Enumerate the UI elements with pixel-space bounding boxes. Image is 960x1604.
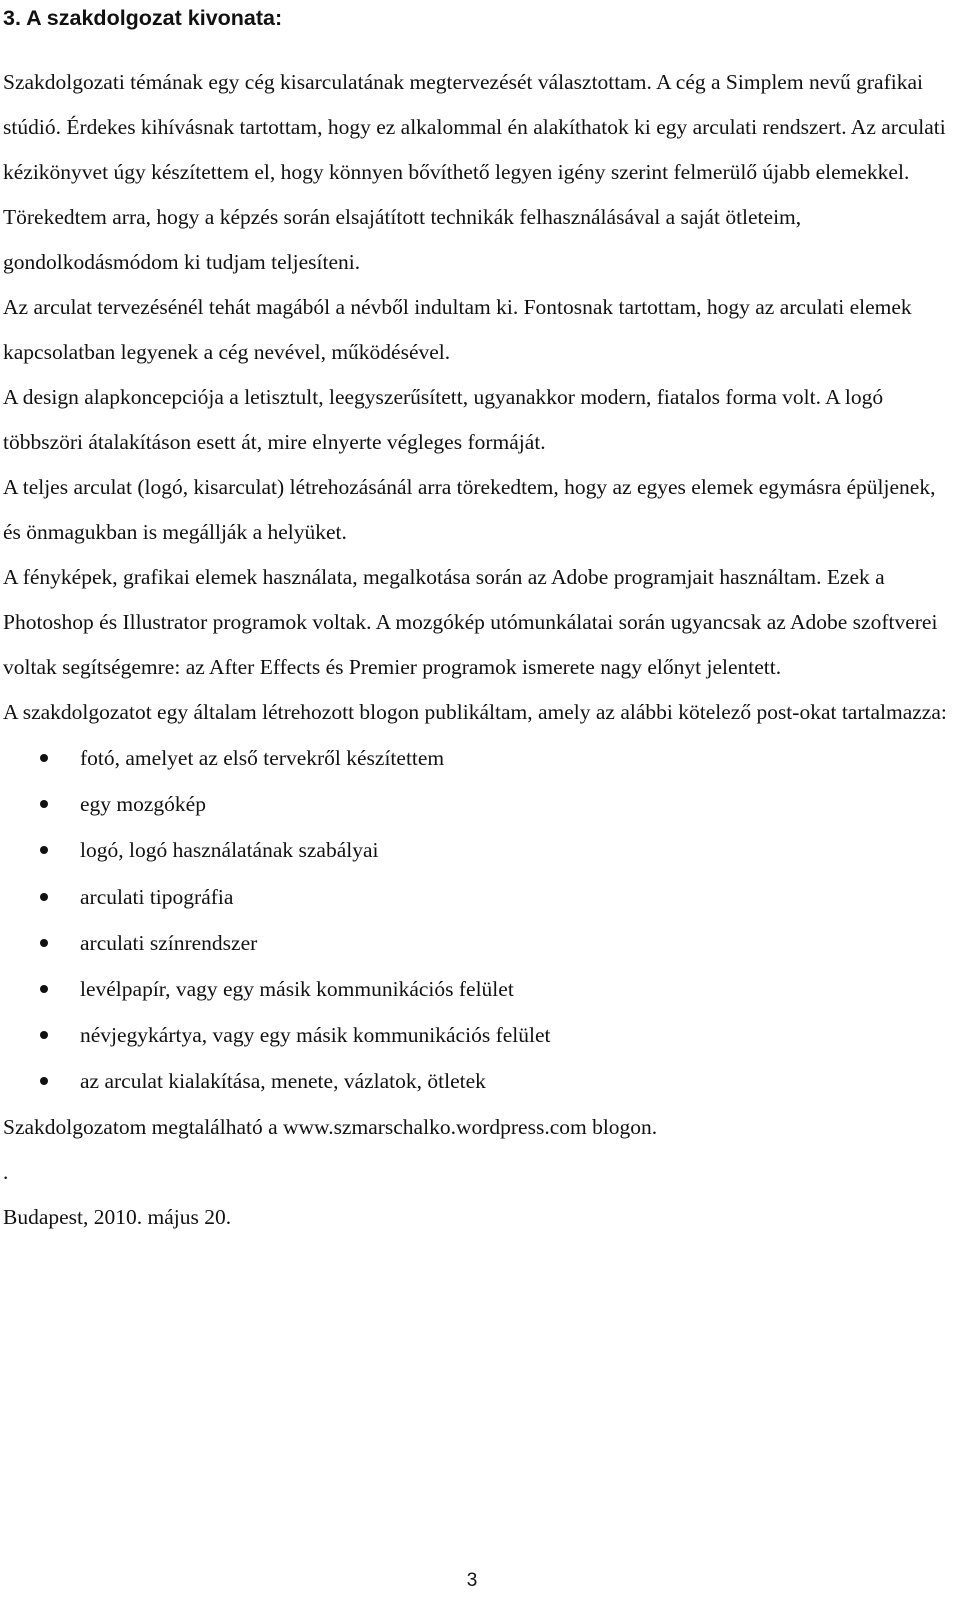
bullet-icon bbox=[40, 754, 48, 762]
bullet-icon bbox=[40, 893, 48, 901]
bullet-icon bbox=[40, 1031, 48, 1039]
document-page bbox=[3, 0, 953, 1240]
list-item bbox=[3, 1058, 953, 1104]
list-item bbox=[3, 874, 953, 920]
list-item bbox=[3, 735, 953, 781]
paragraph-design-concept: A design alapkoncepciója a letisztult, leegyszerűsített, ugyanakkor modern, fiatalos forma volt. A logó többszöri átalakításon esett át, mire elnyerte végleges formáját. bbox=[3, 385, 884, 454]
paragraph-full-identity: A teljes arculat (logó, kisarculat) létrehozásánál arra törekedtem, hogy az egyes elemek egymásra épüljenek, és önmagukban is megállják a helyüket. bbox=[3, 475, 936, 544]
list-item-text: arculati tipográfia bbox=[80, 884, 234, 909]
list-item bbox=[3, 920, 953, 966]
list-item bbox=[3, 966, 953, 1012]
list-item-text: arculati színrendszer bbox=[80, 930, 258, 955]
document-body bbox=[3, 60, 953, 1240]
dot-line: . bbox=[3, 1159, 9, 1184]
page-number: 3 bbox=[466, 1570, 478, 1591]
bullet-icon bbox=[40, 800, 48, 808]
list-item-text: logó, logó használatának szabályai bbox=[80, 838, 379, 863]
bullet-icon bbox=[40, 846, 48, 854]
date-line: Budapest, 2010. május 20. bbox=[3, 1204, 232, 1229]
list-item-text: az arculat kialakítása, menete, vázlatok, ötletek bbox=[80, 1069, 486, 1094]
paragraph-software: A fényképek, grafikai elemek használata, megalkotása során az Adobe programjait használtam. Ezek a Photoshop és Illustrator programok voltak. A mozgókép utómunkálatai során ugyancsak az Adobe szoftverei voltak segítségemre: az After Effects és Premier programok ismerete nagy előnyt jelentett. bbox=[3, 565, 938, 679]
list-item bbox=[3, 827, 953, 873]
list-item bbox=[3, 781, 953, 827]
list-item bbox=[3, 1012, 953, 1058]
bullet-icon bbox=[40, 1077, 48, 1085]
paragraph-blog-location: Szakdolgozatom megtalálható a www.szmarschalko.wordpress.com blogon. bbox=[3, 1114, 658, 1139]
required-posts-list bbox=[3, 735, 953, 1105]
list-item-text: névjegykártya, vagy egy másik kommunikációs felület bbox=[80, 1023, 551, 1048]
list-item-text: fotó, amelyet az első tervekről készítettem bbox=[80, 746, 445, 770]
list-item-text: levélpapír, vagy egy másik kommunikációs felület bbox=[80, 977, 514, 1002]
bullet-icon bbox=[40, 939, 48, 947]
bullet-icon bbox=[40, 985, 48, 993]
paragraph-name-origin: Az arculat tervezésénél tehát magából a névből indultam ki. Fontosnak tartottam, hogy az arculati elemek kapcsolatban legyenek a cég nevével, működésével. bbox=[3, 295, 912, 364]
section-heading: 3. A szakdolgozat kivonata: bbox=[3, 6, 283, 30]
paragraph-blog: A szakdolgozatot egy általam létrehozott blogon publikáltam, amely az alábbi kötelező post-okat tartalmazza: bbox=[3, 700, 947, 724]
list-item-text: egy mozgókép bbox=[80, 792, 206, 817]
paragraph-intro: Szakdolgozati témának egy cég kisarculatának megtervezését választottam. A cég a Simplem nevű grafikai stúdió. Érdekes kihívásnak tartottam, hogy ez alkalommal én alakíthatok ki egy arculati rendszert. Az arculati kézikönyvet úgy készítettem el, hogy könnyen bővíthető legyen igény szerint felmerülő újabb elemekkel. Törekedtem arra, hogy a képzés során elsajátított technikák felhasználásával a saját ötleteim, gondolkodásmódom ki tudjam teljesíteni. bbox=[3, 70, 946, 274]
